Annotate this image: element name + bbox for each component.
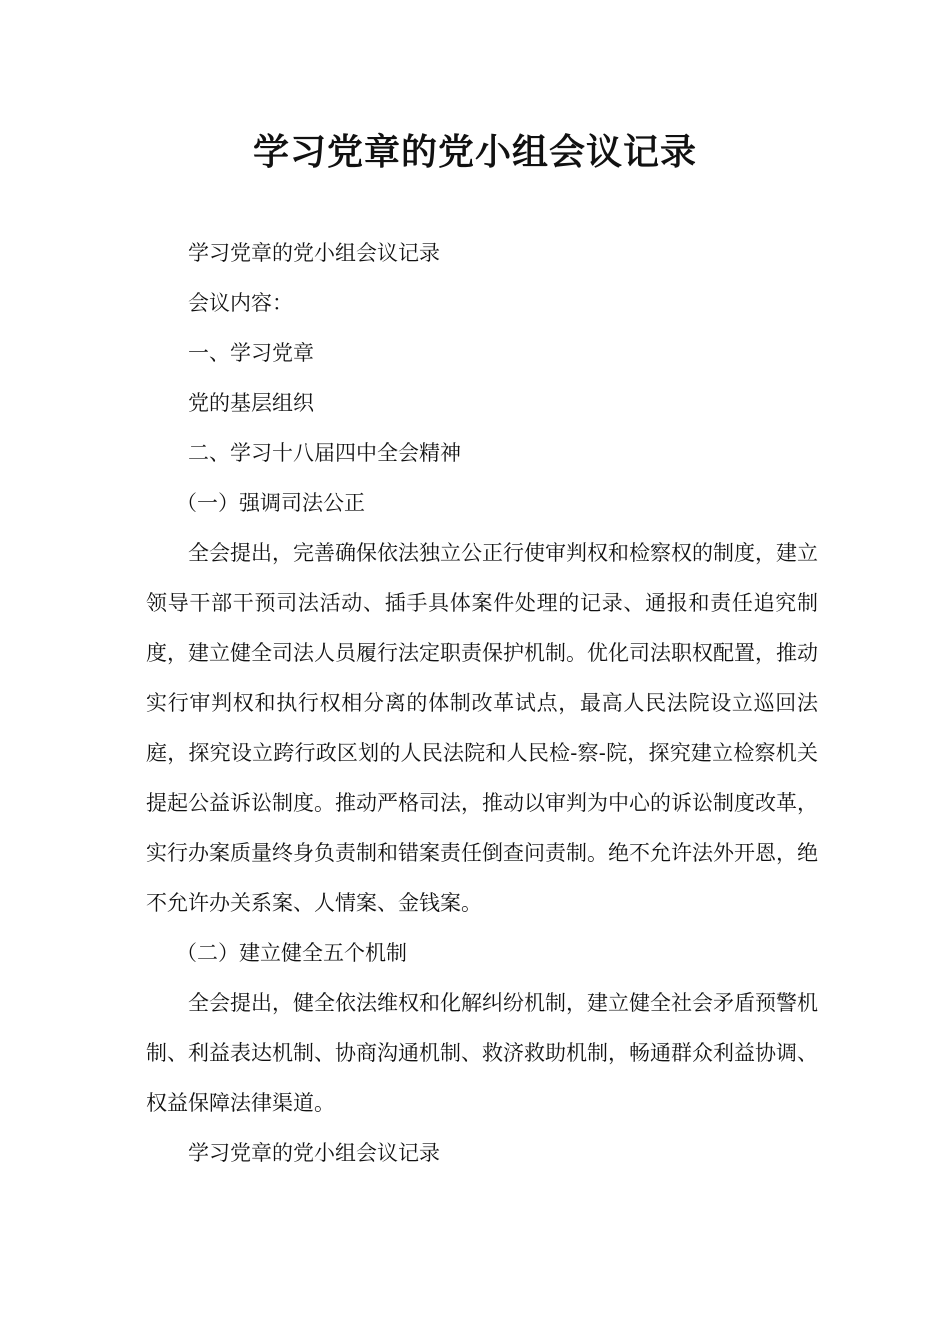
paragraph-judicial-justice: 全会提出，完善确保依法独立公正行使审判权和检察权的制度，建立领导干部干预司法活动、插手具体案件处理的记录、通报和责任追究制度，建立健全司法人员履行法定职责保护机制。优化司法职权配置，推动实行审判权和执行权相分离的体制改革试点，最高人民法院设立巡回法庭，探究设立跨行政区划的人民法院和人民检-察-院，探究建立检察机关提起公益诉讼制度。推动严格司法，推动以审判为中心的诉讼制度改革，实行办案质量终身负责制和错案责任倒查问责制。绝不允许法外开恩，绝不允许办关系案、人情案、金钱案。 — [146, 541, 818, 915]
paragraph-footer-title: 学习党章的党小组会议记录 — [188, 1141, 440, 1165]
section-1-heading: 一、学习党章 — [188, 341, 314, 365]
paragraph-five-mechanisms: 全会提出，健全依法维权和化解纠纷机制，建立健全社会矛盾预警机制、利益表达机制、协商沟通机制、救济救助机制，畅通群众利益协调、权益保障法律渠道。 — [146, 991, 818, 1115]
document-body — [146, 228, 818, 1178]
subsection-2-heading: （二）建立健全五个机制 — [176, 941, 407, 965]
paragraph-grassroots-org: 党的基层组织 — [188, 391, 314, 415]
section-2-heading: 二、学习十八届四中全会精神 — [188, 441, 461, 465]
subsection-1-heading: （一）强调司法公正 — [176, 491, 365, 515]
document-title: 学习党章的党小组会议记录 — [252, 132, 697, 173]
paragraph-meeting-content: 会议内容： — [188, 291, 293, 315]
paragraph-heading-repeat: 学习党章的党小组会议记录 — [188, 241, 440, 265]
